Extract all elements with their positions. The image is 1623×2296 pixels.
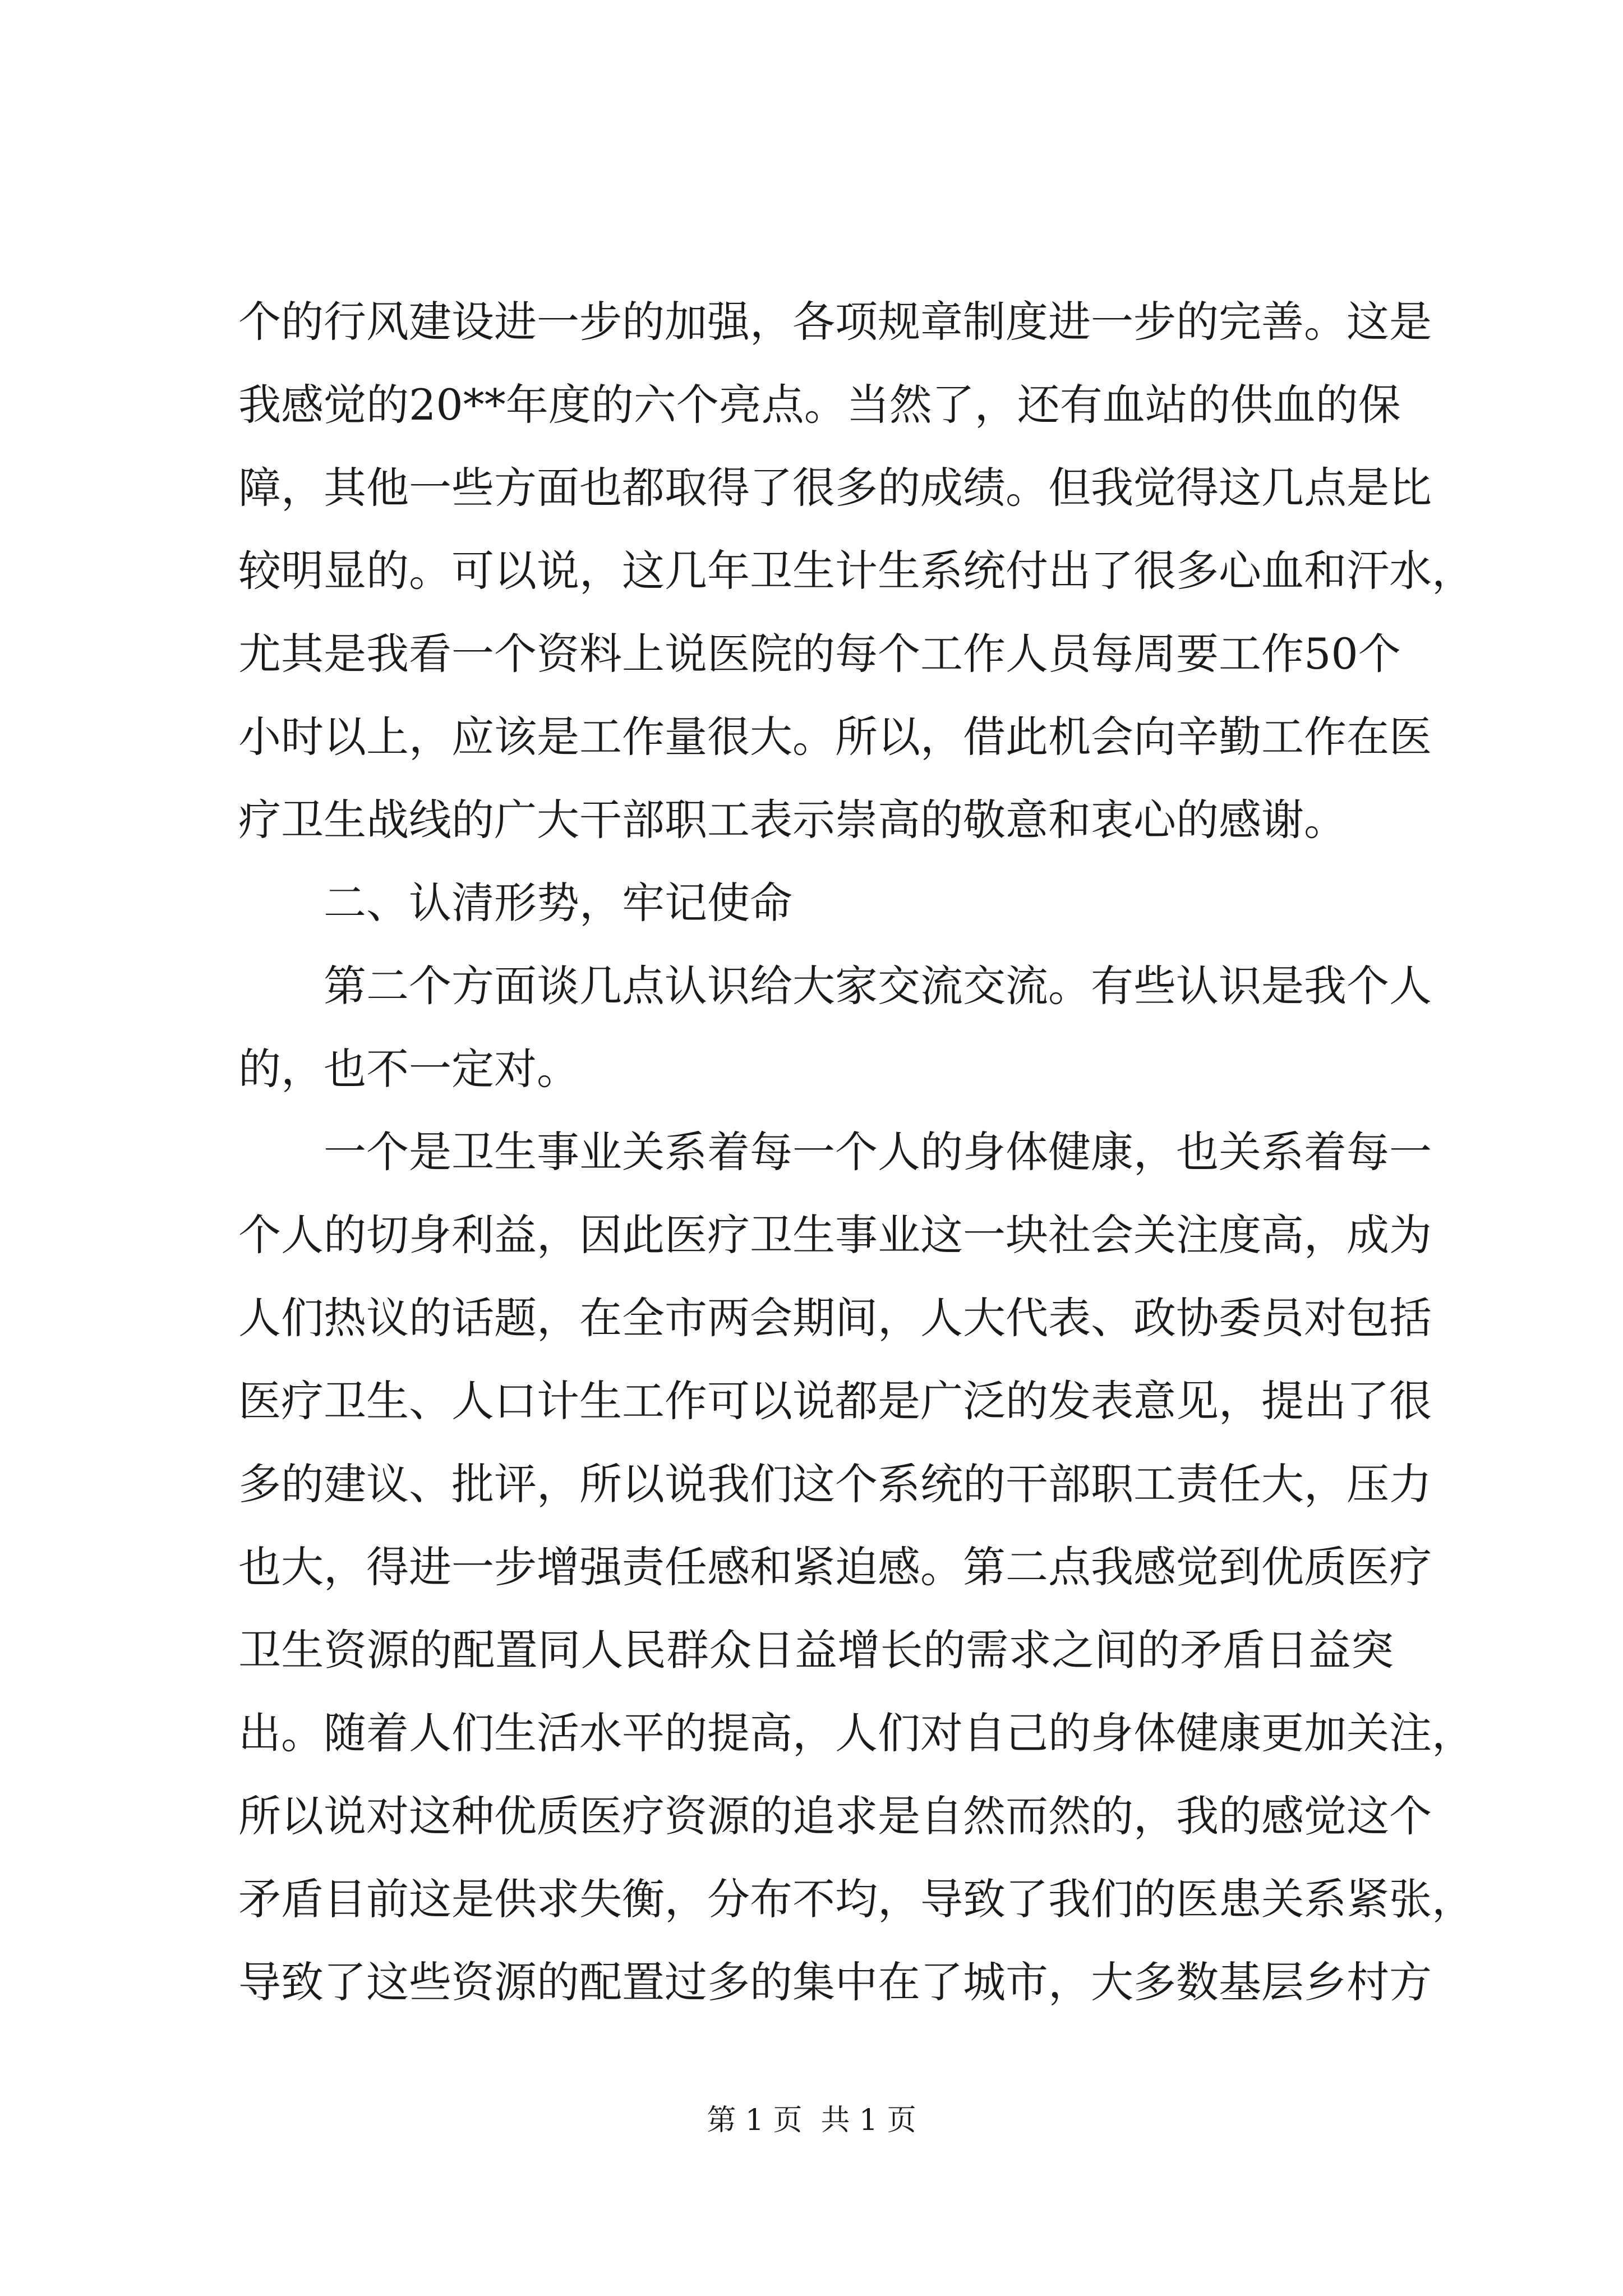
text-line: 较明显的。可以说，这几年卫生计生系统付出了很多心血和汗水， <box>238 546 1474 596</box>
text-line: 出。随着人们生活水平的提高，人们对自己的身体健康更加关注， <box>238 1708 1474 1758</box>
text-line: 一个是卫生事业关系着每一个人的身体健康，也关系着每一 <box>238 1127 1432 1177</box>
section-heading: 二、认清形势，牢记使命 <box>238 878 792 928</box>
text-line: 矛盾目前这是供求失衡，分布不均，导致了我们的医患关系紧张， <box>238 1874 1474 1924</box>
page-number-label: 第 1 页 共 1 页 <box>707 2104 916 2137</box>
text-line: 障，其他一些方面也都取得了很多的成绩。但我觉得这几点是比 <box>238 463 1432 513</box>
page-footer <box>0 2098 1623 2143</box>
text-line: 个人的切身利益，因此医疗卫生事业这一块社会关注度高，成为 <box>238 1210 1432 1260</box>
text-line: 尤其是我看一个资料上说医院的每个工作人员每周要工作50个 <box>238 629 1401 679</box>
text-line: 的，也不一定对。 <box>238 1044 579 1094</box>
text-line: 小时以上，应该是工作量很大。所以，借此机会向辛勤工作在医 <box>238 712 1432 762</box>
text-line: 人们热议的话题，在全市两会期间，人大代表、政协委员对包括 <box>238 1293 1432 1343</box>
text-line: 个的行风建设进一步的加强，各项规章制度进一步的完善。这是 <box>238 297 1432 347</box>
text-line: 多的建议、批评，所以说我们这个系统的干部职工责任大，压力 <box>238 1459 1432 1509</box>
text-line: 卫生资源的配置同人民群众日益增长的需求之间的矛盾日益突 <box>238 1625 1394 1675</box>
text-line: 第二个方面谈几点认识给大家交流交流。有些认识是我个人 <box>238 961 1432 1011</box>
text-line: 疗卫生战线的广大干部职工表示崇高的敬意和衷心的感谢。 <box>238 795 1347 845</box>
text-line: 所以说对这种优质医疗资源的追求是自然而然的，我的感觉这个 <box>238 1791 1432 1841</box>
text-line: 我感觉的20**年度的六个亮点。当然了，还有血站的供血的保 <box>238 380 1401 430</box>
text-line: 医疗卫生、人口计生工作可以说都是广泛的发表意见，提出了很 <box>238 1376 1432 1426</box>
text-line: 也大，得进一步增强责任感和紧迫感。第二点我感觉到优质医疗 <box>238 1542 1432 1592</box>
body-text <box>238 280 1474 2024</box>
text-line: 导致了这些资源的配置过多的集中在了城市，大多数基层乡村方 <box>238 1957 1432 2007</box>
